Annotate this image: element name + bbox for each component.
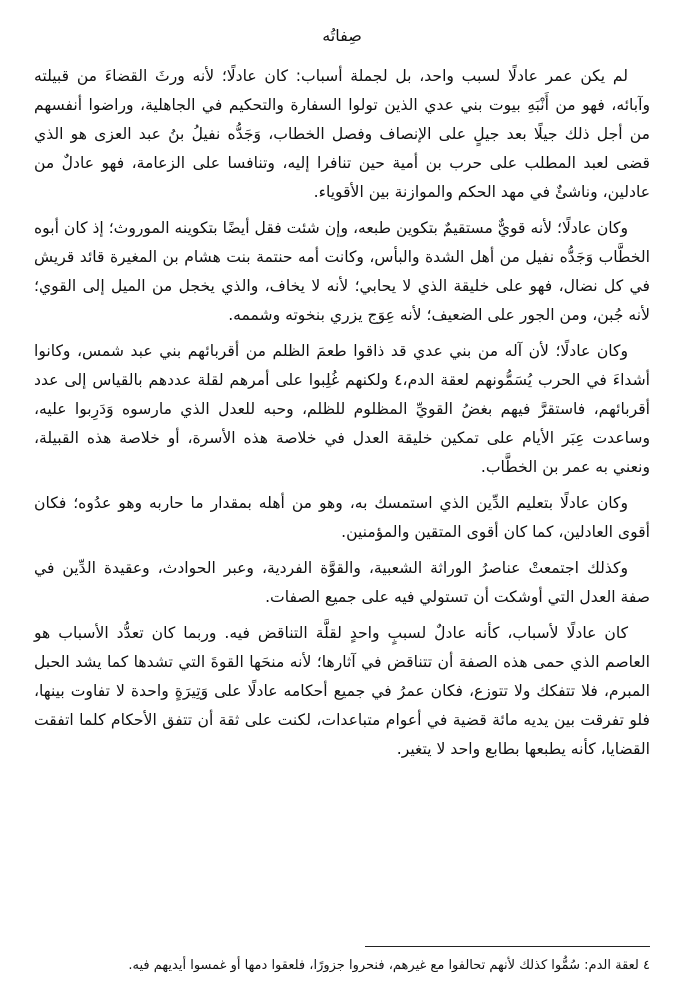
paragraph: كان عادلًا لأسباب، كأنه عادلٌ لسببٍ واحدٍ لقلَّة التناقض فيه. وربما كان تعدُّد الأسباب هو العاصم الذي حمى هذه الصفة أن تتناقض في آثارها؛ لأنه منحَها القوةَ التي تشدها كما يشد الحبل المبرم، فلا تتفكك ولا تتوزع، فكان عمرُ في جميع أحكامه عادلًا على وَتِيرَةٍ واحدة لا تفاوت بينها، فلو تفرقت بين يديه مائة قضية في أعوام متباعدات، لكنت على ثقة أن تتفق الأحكام كلما اتفقت القضايا، كأنه يطبعها بطابع واحد لا يتغير. — [34, 624, 650, 758]
footnote-divider — [365, 946, 650, 947]
paragraph: لم يكن عمر عادلًا لسبب واحد، بل لجملة أسباب: كان عادلًا؛ لأنه ورثَ القضاءَ من قبيلته وآبائه، فهو من أَنْبَهِ بيوت بني عدي الذين تولوا السفارة والتحكيم في الجاهلية، وراضوا أنفسهم من أجل ذلك جيلًا بعد جيلٍ على الإنصاف وفصل الخطاب، وَجَدُّه نفيلُ بنُ عبد العزى هو الذي قضى لعبد المطلب على حرب بن أمية حين تنافرا إليه، وتنافسا على الزعامة، فهو عادلٌ من عادلين، وناشئٌ في مهد الحكم والموازنة بين الأقوياء. — [34, 67, 650, 201]
paragraph: وكان عادلًا؛ لأنه قويٌّ مستقيمٌ بتكوين طبعه، وإن شئت فقل أيضًا بتكوينه الموروث؛ إذ كان أبوه الخطَّاب وَجَدُّه نفيل من أهل الشدة والبأس، وكانت أمه حنتمة بنت هشام بن المغيرة قائد قريش في كل نضال، فهو على خليقة الذي لا يحابي؛ لأنه لا يخاف، والذي يخجل من الميل إلى القوي؛ لأنه جُبن، ومن الجور على الضعيف؛ لأنه عِوَج يزري بنخوته وشممه. — [34, 219, 650, 324]
body-text — [34, 62, 650, 771]
paragraph: وكذلك اجتمعتْ عناصرُ الوراثة الشعبية، والقوَّة الفردية، وعبر الحوادث، وعقيدة الدِّين في صفة العدل التي أوشكت أن تستولي فيه على جميع الصفات. — [34, 559, 650, 606]
paragraph: وكان عادلًا؛ لأن آله من بني عدي قد ذاقوا طعمَ الظلم من أقربائهم بني عبد شمس، وكانوا أشداءَ في الحرب يُسَمُّونهم لعقة الدم،٤ ولكنهم غُلِبوا على أمرهم لقلة عددهم بالقياس إلى عدد أقربائهم، فاستقرَّ فيهم بغضُ القويِّ المظلوم للظلم، وحبه للعدل الذي مارسوه وَدَرِبوا عليه، وساعدت عِبَر الأيام على تمكين خليقة العدل في خلاصة هذه الأسرة، أو خلاصة هذه القبيلة، ونعني به عمر بن الخطَّاب. — [34, 342, 650, 476]
paragraph: وكان عادلًا بتعليم الدِّين الذي استمسك به، وهو من أهله بمقدار ما حاربه وهو عدُوه؛ فكان أقوى العادلين، كما كان أقوى المتقين والمؤمنين. — [34, 494, 650, 541]
footnote: ٤ لعقة الدم: سُمُّوا كذلك لأنهم تحالفوا مع غيرهم، فنحروا جزورًا، فلعقوا دمها أو غمسوا أيديهم فيه. — [128, 958, 650, 973]
running-title: صِفاتُه — [322, 26, 362, 45]
